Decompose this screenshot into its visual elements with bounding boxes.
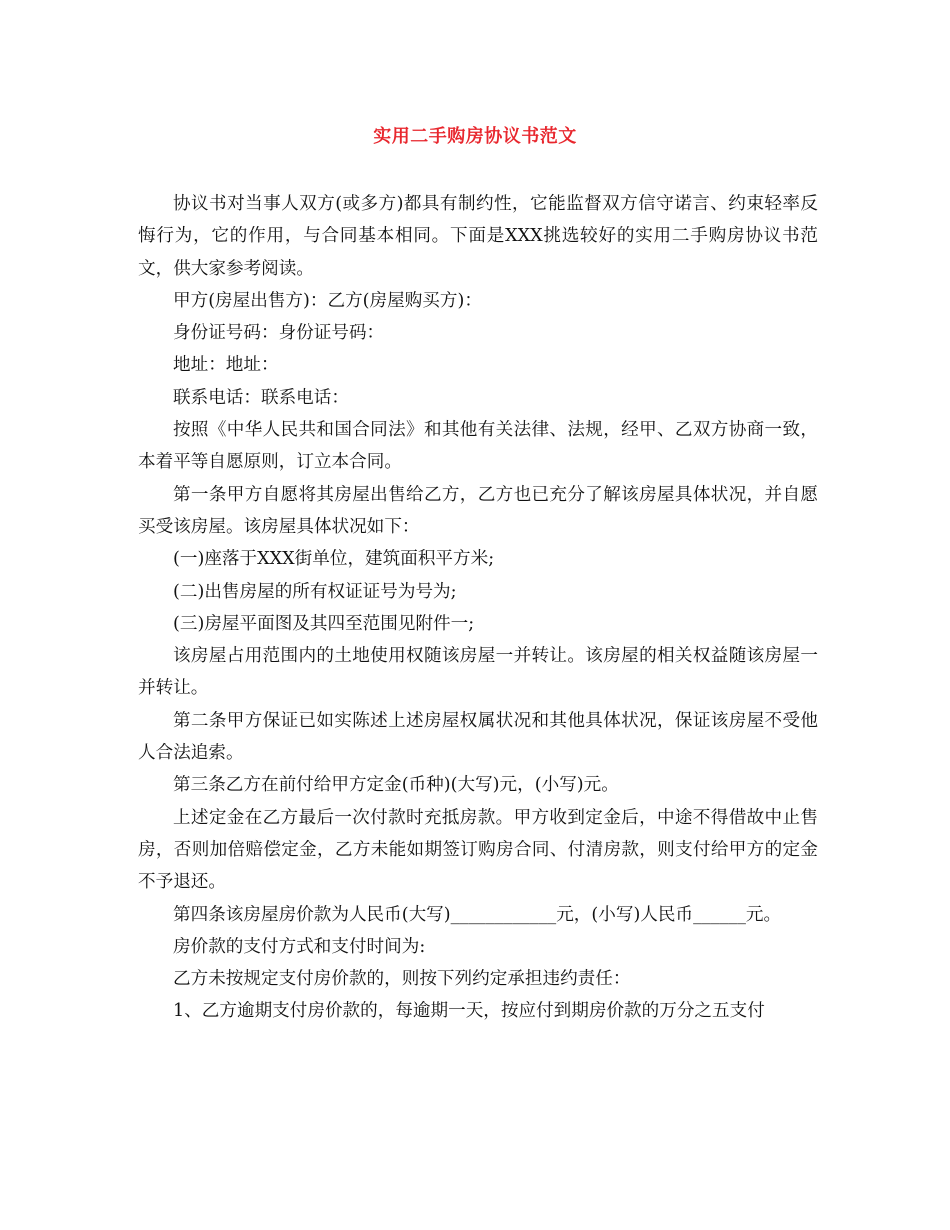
paragraph-article-1: 第一条甲方自愿将其房屋出售给乙方，乙方也已充分了解该房屋具体状况，并自愿买受该房屋。该房屋具体状况如下： xyxy=(138,484,818,537)
paragraph-article-2: 第二条甲方保证已如实陈述上述房屋权属状况和其他具体状况，保证该房屋不受他人合法追索。 xyxy=(138,710,818,764)
paragraph-land-rights: 该房屋占用范围内的土地使用权随该房屋一并转让。该房屋的相关权益随该房屋一并转让。 xyxy=(138,646,818,699)
paragraph-address: 地址：地址： xyxy=(173,355,279,376)
document-title: 实用二手购房协议书范文 xyxy=(373,126,577,147)
paragraph-article-3: 第三条乙方在前付给甲方定金(币种)(大写)元，(小写)元。 xyxy=(173,775,619,796)
paragraph-parties: 甲方(房屋出售方)：乙方(房屋购买方)： xyxy=(173,290,482,311)
paragraph-id-number: 身份证号码：身份证号码： xyxy=(173,323,385,344)
paragraph-phone: 联系电话：联系电话： xyxy=(173,387,349,408)
paragraph-intro: 协议书对当事人双方(或多方)都具有制约性，它能监督双方信守诺言、约束轻率反悔行为，它的作用，与合同基本相同。下面是XXX挑选较好的实用二手购房协议书范文，供大家参考阅读。 xyxy=(138,194,818,279)
paragraph-deposit: 上述定金在乙方最后一次付款时充抵房款。甲方收到定金后，中途不得借故中止售房，否则加倍赔偿定金，乙方未能如期签订购房合同、付清房款，则支付给甲方的定金不予退还。 xyxy=(138,807,818,893)
paragraph-item-1: (一)座落于XXX街单位，建筑面积平方米; xyxy=(173,549,495,570)
paragraph-item-3: (三)房屋平面图及其四至范围见附件一; xyxy=(173,613,475,634)
paragraph-breach: 乙方未按规定支付房价款的，则按下列约定承担违约责任： xyxy=(173,969,631,990)
document-body xyxy=(138,188,818,1028)
paragraph-article-4: 第四条该房屋房价款为人民币(大写)____________元，(小写)人民币______元。 xyxy=(173,904,782,925)
paragraph-item-2: (二)出售房屋的所有权证证号为号为; xyxy=(173,581,457,602)
paragraph-late-payment: 1、乙方逾期支付房价款的，每逾期一天，按应付到期房价款的万分之五支付 xyxy=(173,1001,765,1022)
paragraph-legal-basis: 按照《中华人民共和国合同法》和其他有关法律、法规，经甲、乙双方协商一致，本着平等自愿原则，订立本合同。 xyxy=(138,420,818,473)
paragraph-payment-method: 房价款的支付方式和支付时间为: xyxy=(173,936,426,957)
